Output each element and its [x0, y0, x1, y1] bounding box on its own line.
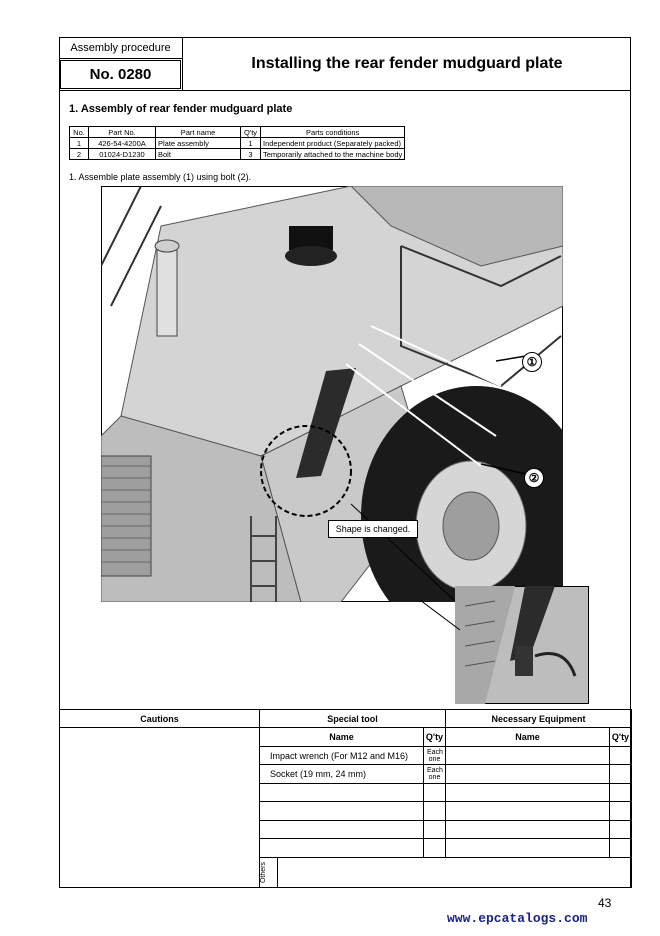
cell: Bolt [156, 149, 241, 160]
requirements-table [59, 709, 631, 888]
tool-cell [260, 820, 424, 838]
tool-cell [260, 783, 424, 801]
cell: Independent product (Separately packed) [261, 138, 405, 149]
tool-cell [260, 839, 424, 857]
machine-illustration [101, 186, 563, 602]
equip-cell [446, 820, 610, 838]
equip-cell [610, 802, 632, 820]
equip-cell [446, 802, 610, 820]
equip-cell [610, 783, 632, 801]
col-qty: Q'ty [241, 127, 261, 138]
cell: Temporarily attached to the machine body [261, 149, 405, 160]
cell: 1 [241, 138, 261, 149]
cautions-header: Cautions [60, 710, 260, 728]
tool-cell [424, 802, 446, 820]
cell: 01024-D1230 [89, 149, 156, 160]
equip-cell [446, 746, 610, 764]
tool-2: Socket (19 mm, 24 mm) [260, 765, 424, 783]
header-divider [59, 90, 631, 91]
page-title: Installing the rear fender mudguard plate [251, 54, 563, 72]
tool-cell [424, 820, 446, 838]
shape-changed-callout: Shape is changed. [328, 520, 418, 538]
equip-name-header: Name [446, 728, 610, 746]
equip-cell [610, 820, 632, 838]
necessary-equipment-header: Necessary Equipment [446, 710, 632, 728]
cell: Plate assembly [156, 138, 241, 149]
equip-cell [446, 765, 610, 783]
col-part-name: Part name [156, 127, 241, 138]
tool-name-header: Name [260, 728, 424, 746]
parts-table [69, 126, 405, 160]
cell: 1 [70, 138, 89, 149]
tool-cell [424, 783, 446, 801]
parts-header-row [70, 127, 405, 138]
equip-qty-header: Q'ty [610, 728, 632, 746]
tool-cell [424, 839, 446, 857]
col-part-no: Part No. [89, 127, 156, 138]
marker-2: ② [524, 468, 544, 488]
procedure-number: No. 0280 [59, 58, 183, 90]
tool-1: Impact wrench (For M12 and M16) [260, 746, 424, 764]
table-row [70, 138, 405, 149]
equip-cell [610, 746, 632, 764]
cell: 2 [70, 149, 89, 160]
equip-cell [446, 783, 610, 801]
tool-qty-header: Q'ty [424, 728, 446, 746]
others-label-cell [260, 857, 278, 888]
others-label: Others [260, 861, 267, 883]
inset-leader-line [420, 600, 460, 630]
equip-cell [610, 765, 632, 783]
equip-cell [610, 839, 632, 857]
detail-inset [455, 586, 589, 704]
col-conditions: Parts conditions [261, 127, 405, 138]
col-no: No. [70, 127, 89, 138]
cell: 426-54-4200A [89, 138, 156, 149]
cautions-cell [60, 728, 260, 888]
equip-cell [446, 839, 610, 857]
table-row [70, 149, 405, 160]
tool-1-qty: Each one [424, 746, 446, 764]
step-instruction: 1. Assemble plate assembly (1) using bolt (2). [69, 172, 252, 182]
section-title: 1. Assembly of rear fender mudguard plate [69, 103, 293, 115]
tool-2-qty: Each one [424, 765, 446, 783]
marker-1: ① [522, 352, 542, 372]
footer-url: www.epcatalogs.com [447, 911, 588, 926]
special-tool-header: Special tool [260, 710, 446, 728]
cell: 3 [241, 149, 261, 160]
procedure-label: Assembly procedure [59, 37, 183, 59]
tool-cell [260, 802, 424, 820]
others-cell [278, 857, 632, 888]
page-number: 43 [598, 896, 612, 910]
